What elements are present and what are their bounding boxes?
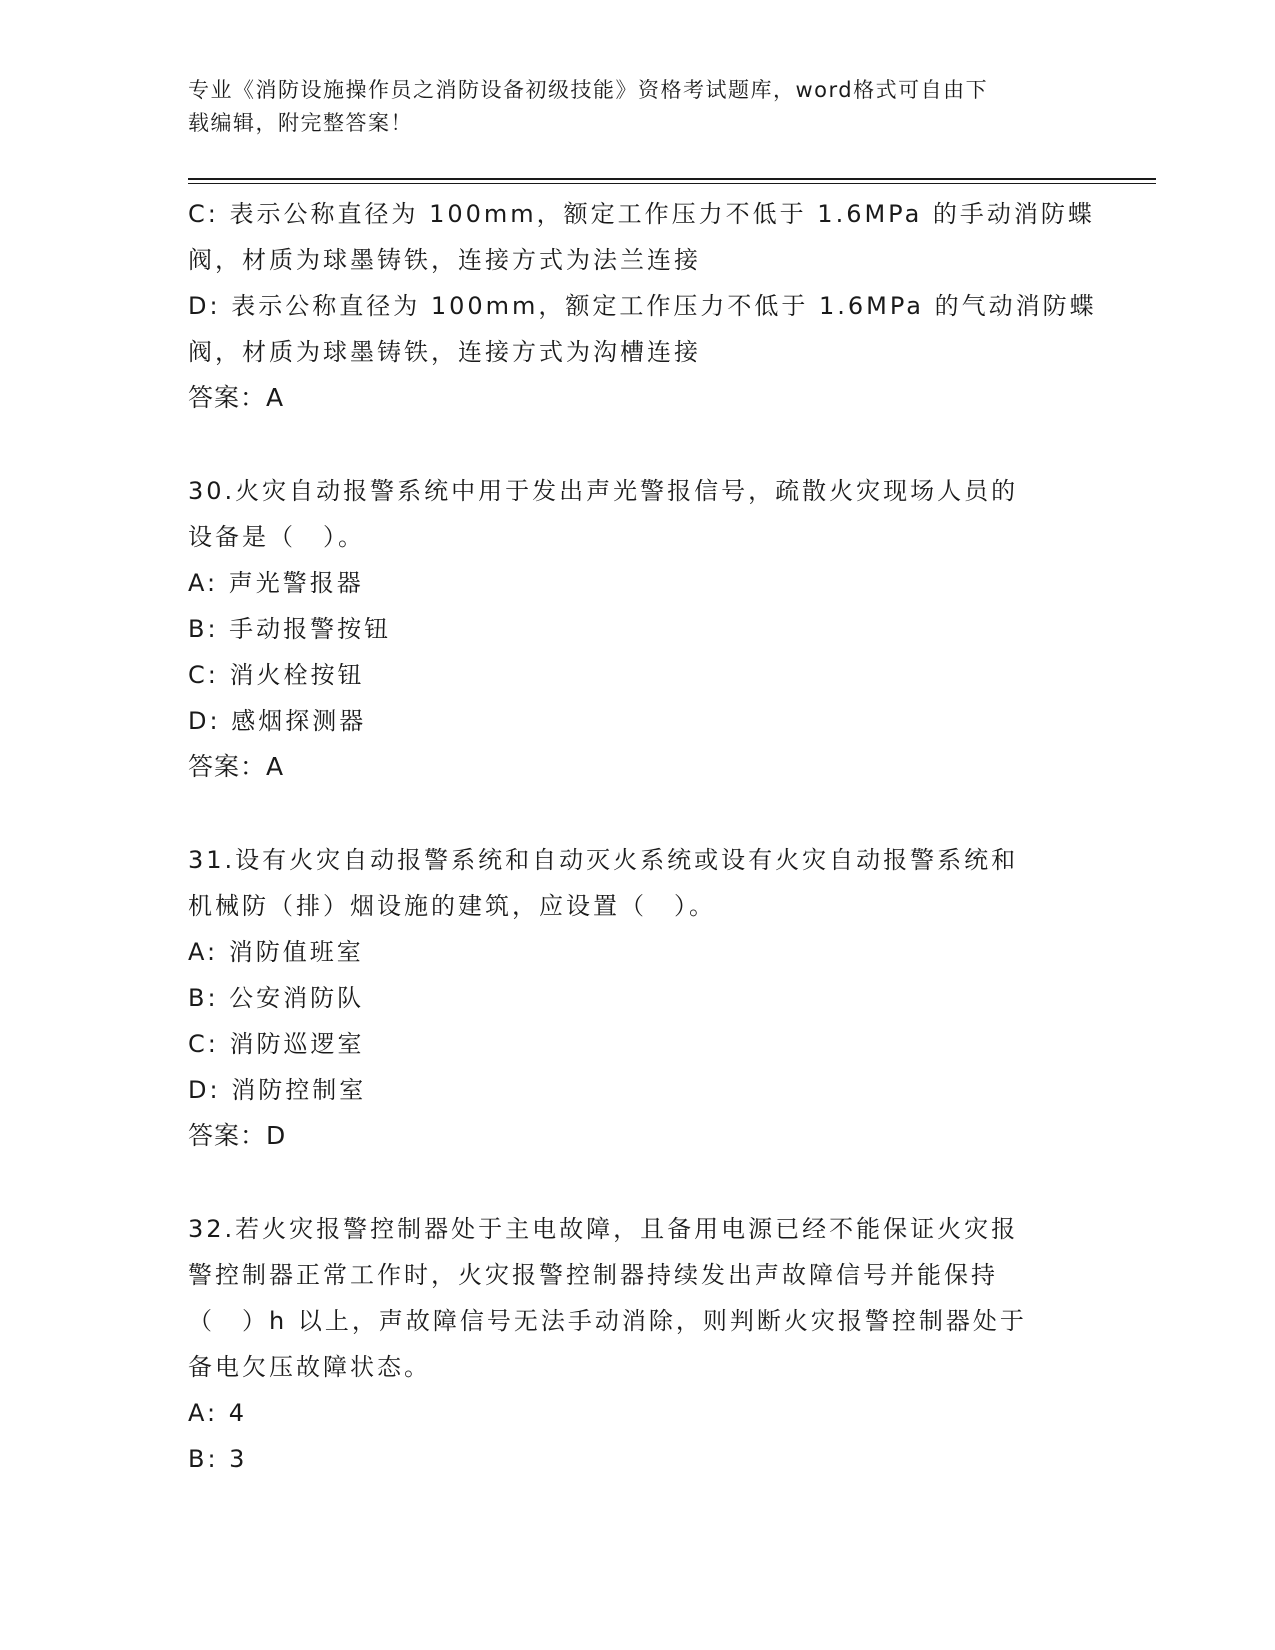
header-divider-thin [188, 183, 1156, 184]
question-stem-line-2: 机械防（排）烟设施的建筑，应设置（ ）。 [188, 892, 716, 920]
spacer [188, 1159, 1108, 1206]
option-b: B: 手动报警按钮 [188, 615, 392, 643]
option-a: A: 消防值班室 [188, 938, 364, 966]
answer: 答案：A [188, 752, 285, 781]
question-31-block [188, 837, 1108, 1159]
document-header [188, 74, 1088, 140]
question-32-block [188, 1206, 1108, 1482]
spacer [188, 421, 1108, 468]
answer: 答案：D [188, 1121, 287, 1150]
option-c-line-1: C: 表示公称直径为 100mm，额定工作压力不低于 1.6MPa 的手动消防蝶 [188, 200, 1095, 228]
option-b: B: 3 [188, 1445, 248, 1473]
spacer [188, 790, 1108, 837]
option-c-line-2: 阀，材质为球墨铸铁，连接方式为法兰连接 [188, 246, 701, 274]
option-b: B: 公安消防队 [188, 984, 365, 1012]
answer: 答案：A [188, 383, 285, 412]
question-stem-line-1: 32.若火灾报警控制器处于主电故障，且备用电源已经不能保证火灾报 [188, 1215, 1019, 1243]
question-30-block [188, 468, 1108, 790]
option-d-line-2: 阀，材质为球墨铸铁，连接方式为沟槽连接 [188, 338, 701, 366]
option-c: C: 消防巡逻室 [188, 1030, 365, 1058]
header-line-1: 专业《消防设施操作员之消防设备初级技能》资格考试题库，word格式可自由下 [188, 78, 989, 102]
question-stem-line-1: 31.设有火灾自动报警系统和自动灭火系统或设有火灾自动报警系统和 [188, 846, 1019, 874]
question-stem-line-3: （ ）h 以上，声故障信号无法手动消除，则判断火灾报警控制器处于 [188, 1307, 1027, 1335]
option-a: A: 声光警报器 [188, 569, 364, 597]
question-stem-line-2: 设备是（ ）。 [188, 523, 365, 551]
option-d: D: 消防控制室 [188, 1076, 367, 1104]
header-line-2: 载编辑，附完整答案！ [188, 111, 413, 135]
option-d-line-1: D: 表示公称直径为 100mm，额定工作压力不低于 1.6MPa 的气动消防蝶 [188, 292, 1097, 320]
option-d: D: 感烟探测器 [188, 707, 367, 735]
question-stem-line-1: 30.火灾自动报警系统中用于发出声光警报信号，疏散火灾现场人员的 [188, 477, 1019, 505]
question-stem-line-4: 备电欠压故障状态。 [188, 1353, 431, 1381]
option-c: C: 消火栓按钮 [188, 661, 365, 689]
question-content [188, 191, 1108, 1482]
previous-question-block [188, 191, 1108, 421]
option-a: A: 4 [188, 1399, 247, 1427]
question-stem-line-2: 警控制器正常工作时，火灾报警控制器持续发出声故障信号并能保持 [188, 1261, 998, 1289]
header-divider-thick [188, 178, 1156, 180]
